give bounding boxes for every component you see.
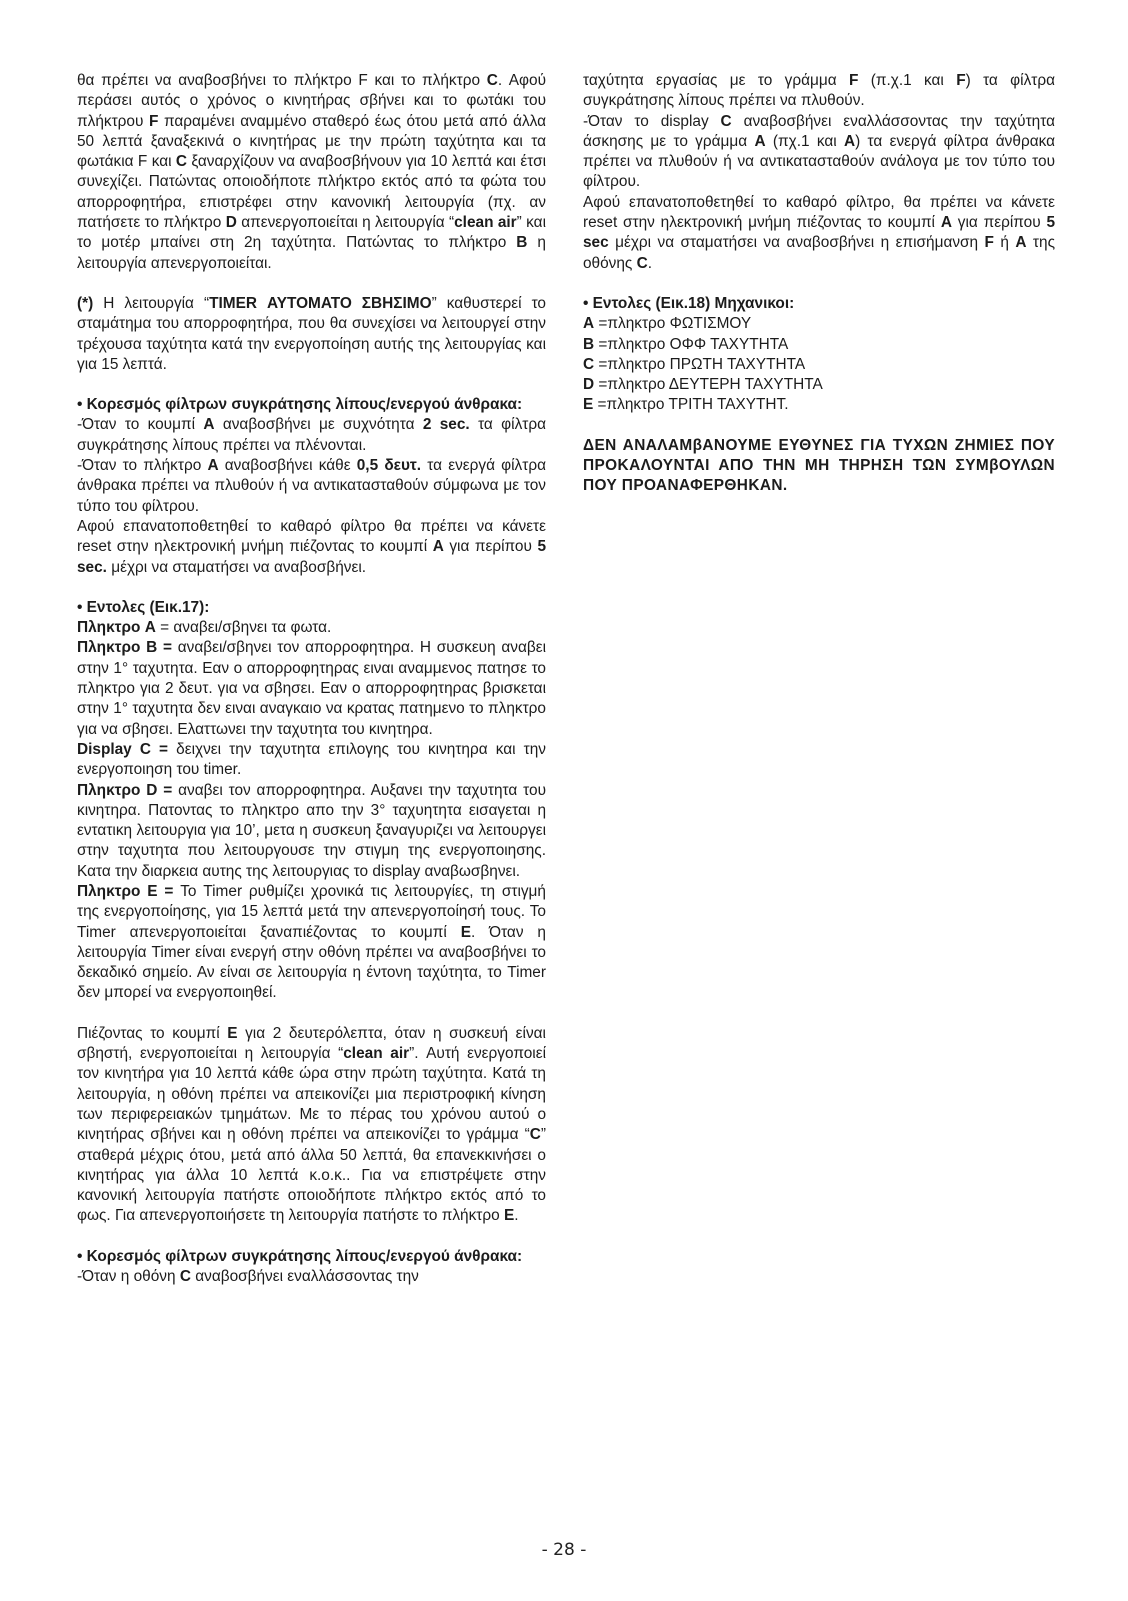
bold-run: C [179, 1268, 191, 1286]
key-list-item-e: E =πληκτρο ΤΡΙΤΗ ΤΑΧΥΤΗΤ. [583, 396, 789, 414]
heading-commands-fig18: • Εντολες (Εικ.18) Μηχανικοι: [583, 294, 795, 312]
bold-run: F [848, 72, 859, 89]
bold-run: clean air [343, 1045, 410, 1063]
bold-run: A [843, 132, 856, 150]
bold-run: C [720, 112, 732, 130]
heading-filter-saturation-2: • Κορεσμός φίλτρων συγκράτησης λίπους/ενεργού άνθρακα: [77, 1247, 523, 1265]
bold-run: F [984, 234, 994, 252]
bold-run: A [432, 538, 444, 556]
bold-run: A [1015, 234, 1027, 252]
bold-run: Πληκτρο D = [77, 781, 173, 799]
right-column [583, 71, 1055, 497]
bold-run: E [460, 923, 471, 941]
heading-filter-saturation: • Κορεσμός φίλτρων συγκράτησης λίπους/ενεργού άνθρακα: [77, 396, 523, 414]
bold-run: E [583, 396, 594, 414]
bold-run: E [227, 1024, 238, 1042]
bold-run: C [175, 153, 188, 171]
bold-run: 0,5 δευτ. [356, 457, 422, 475]
paragraph-f-c-blink: θα πρέπει να αναβοσβήνει το πλήκτρο F και το πλήκτρο C. Αφού περάσει αυτός ο χρόνος ο κινητήρας σβήνει και το φωτάκι του πλήκτρου F παραμένει αναμμένο σταθερό έως ότου μετά από άλλα 50 λεπτά ξαναξεκινά ο κινητήρας με την πρώτη ταχύτητα και τα φωτάκια F και C ξαναρχίζουν να αναβοσβήνουν για 10 λεπτά και έτσι συνεχίζει. Πατώντας οποιοδήποτε πλήκτρο εκτός από τα φώτα του απορροφητήρα, επιστρέφει στην κανονική λειτουργία (πχ. αν πατήσετε το πλήκτρο D απενεργοποιείται η λειτουργία “clean air” και το μοτέρ μπαίνει στη 2η ταχύτητα. Πατώντας το πλήκτρο B η λειτουργία απενεργοποιείται. [77, 72, 546, 272]
bold-run: Πληκτρο B = [77, 639, 173, 657]
paragraph-grease-filter: -Όταν το κουμπί A αναβοσβήνει με συχνότητα 2 sec. τα φίλτρα συγκράτησης λίπους πρέπει να πλένονται. [77, 416, 547, 454]
bold-run: B [583, 335, 595, 353]
paragraph-grease-filter-wash: ταχύτητα εργασίας με το γράμμα F (π.χ.1 και F) τα φίλτρα συγκράτησης λίπους πρέπει να πλυθούν. [583, 72, 1056, 110]
left-column [77, 71, 546, 1287]
bold-run: B [516, 234, 528, 252]
heading-commands-fig17: • Εντολες (Εικ.17): [77, 598, 210, 616]
bold-run: D [583, 376, 595, 394]
paragraph-clean-air: Πιέζοντας το κουμπί E για 2 δευτερόλεπτα, όταν η συσκευή είναι σβηστή, ενεργοποιείται η λειτουργία “clean air”. Αυτή ενεργοποιεί τον κινητήρα για 10 λεπτά κάθε ώρα στην πρώτη ταχύτητα. Κατά τη λειτουργία, η οθόνη πρέπει να απεικονίζει μια περιστροφική κίνηση των περιφερειακών τμημάτων. Με το πέρας του χρόνου αυτού ο κινητήρας σβήνει και η οθόνη πρέπει να απεικονίζει το γράμμα “C” σταθερά μέχρις ότου, μετά από άλλα 50 λεπτά, θα επανεκκινήσει ο κινητήρας για άλλα 10 λεπτά κ.ο.κ.. Για να επιστρέψετε στην κανονική λειτουργία πατήστε οποιοδήποτε πλήκτρο εκτός από το φως. Για απενεργοποιήσετε τη λειτουργία πατήστε το πλήκτρο E. [77, 1024, 546, 1225]
bold-run: F [956, 72, 966, 89]
bold-run: Πληκτρο E = [77, 882, 174, 900]
paragraph-key-d: Πληκτρο D = αναβει τον απορροφητηρα. Αυξανει την ταχυτητα του κινητηρα. Πατοντας το πληκτρο απο την 3° ταχυητητα εισαγεται η εντατικη λειτουργια για 10’, μετα η συσκευη ξαναγυριζει να λειτουργει στην ταχυτητα που λειτουργουσε την στιγμη της ενεργοποιησης. Κατα την διαρκεια αυτης της λειτουργιας το display αναβωσβηνει. [77, 781, 547, 880]
paragraph-key-b: Πληκτρο B = αναβει/σβηνει τον απορροφητηρα. Η συσκευη αναβει στην 1° ταχυτητα. Εαν ο απορροφητηρας ειναι αναμμενος πατησε το πληκτρο για 2 δευτ. για να σβησει. Εαν ο απορροφητηρας βρισκεται στην 1° ταχυτητα δεν ειναι αναγκαιο να κρατας πατημενο το πληκτρο για να σβησει. Ελαττωνει την ταχυτητα του κινητηρα. [77, 639, 547, 738]
bold-run: 2 sec. [422, 416, 470, 434]
bold-run: Πληκτρο A [77, 619, 156, 637]
bold-run: A [940, 214, 952, 232]
key-list-item-a: A =πληκτρο ΦΩΤΙΣΜΟΥ [583, 315, 752, 333]
bold-run: 5 sec [583, 214, 1055, 252]
paragraph-display-c-alternating: -Όταν η οθόνη C αναβοσβήνει εναλλάσσοντας την [77, 1268, 419, 1286]
liability-warning: ΔΕΝ ΑΝΑΛΑΜβΑΝΟΥΜΕ ΕΥΘΥΝΕΣ ΓΙΑ ΤΥΧΩΝ ΖΗΜΙΕΣ ΠΟΥ ΠΡΟΚΑΛΟΥΝΤΑΙ ΑΠΟ ΤΗΝ ΜΗ ΤΗΡΗΣΗ ΤΩΝ ΣΥΜβΟΥΛΩΝ ΠΟΥ ΠΡΟΑΝΑΦΕΡΘΗΚΑΝ. [583, 436, 1055, 495]
bold-run: F [148, 112, 159, 130]
bold-run: A [754, 132, 766, 150]
key-list-item-c: C =πληκτρο ΠΡΩΤΗ ΤΑΧΥΤΗΤΑ [583, 355, 806, 373]
paragraph-carbon-filter-replace: -Όταν το display C αναβοσβήνει εναλλάσσοντας την ταχύτητα άσκησης με το γράμμα A (πχ.1 και A) τα ενεργά φίλτρα άνθρακα πρέπει να πλυθούν ή να αντικατασταθούν ανάλογα με τον τύπο του φίλτρου. [583, 112, 1056, 191]
bold-run: 5 sec. [77, 538, 546, 576]
paragraph-key-e: Πληκτρο E = Το Timer ρυθμίζει χρονικά τις λειτουργίες, τη στιγμή της ενεργοποίησης, για 15 λεπτά μετά την απενεργοποίησή τους. Το Timer απενεργοποιείται ξαναπιέζοντας το κουμπί E. Όταν η λειτουργία Timer είναι ενεργή στην οθόνη πρέπει να αναβοσβήνει το δεκαδικό σημείο. Αν είναι σε λειτουργία η έντονη ταχύτητα, το Timer δεν μπορεί να ενεργοποιηθεί. [77, 882, 546, 1002]
paragraph-carbon-filter: -Όταν το πλήκτρο A αναβοσβήνει κάθε 0,5 δευτ. τα ενεργά φίλτρα άνθρακα πρέπει να πλυθούν ή να αντικατασταθούν σύμφωνα με τον τύπο του φίλτρου. [77, 457, 546, 515]
bold-run: clean air [454, 214, 517, 232]
bold-run: TIMER ΑΥΤΟΜΑΤΟ ΣΒΗΣΙΜΟ [209, 294, 432, 312]
page-number: - 28 - [541, 1540, 587, 1560]
paragraph-timer-auto-off: (*) Η λειτουργία “TIMER ΑΥΤΟΜΑΤΟ ΣΒΗΣΙΜΟ” καθυστερεί το σταμάτημα του απορροφητήρα, που θα συνεχίσει να λειτουργεί στην τρέχουσα ταχύτητα κατά την ενεργοποίηση αυτής της λειτουργίας και για 15 λεπτά. [77, 294, 546, 373]
bold-run: C [486, 72, 498, 89]
paragraph-reset-memory: Αφού επανατοποθετηθεί το καθαρό φίλτρο, θα πρέπει να κάνετε reset στην ηλεκτρονική μνήμη πιέζοντας το κουμπί A για περίπου 5 sec μέχρι να σταματήσει να αναβοσβήνει η επισήμανση F ή A της οθόνης C. [583, 193, 1055, 272]
bold-run: A [583, 315, 595, 333]
bold-run: C [636, 254, 648, 272]
key-list-item-d: D =πληκτρο ΔΕΥΤΕΡΗ ΤΑΧΥΤΗΤΑ [583, 376, 823, 394]
bold-run: C [529, 1126, 541, 1144]
bold-run: D [225, 214, 237, 232]
paragraph-reset: Αφού επανατοποθετηθεί το καθαρό φίλτρο θα πρέπει να κάνετε reset στην ηλεκτρονική μνήμη πιέζοντας το κουμπί A για περίπου 5 sec. μέχρι να σταματήσει να αναβοσβήνει. [77, 517, 546, 576]
bold-run: E [503, 1207, 515, 1225]
bold-run: Display C = [77, 740, 169, 758]
key-list-item-b: B =πληκτρο ΟΦΦ ΤΑΧΥΤΗΤΑ [583, 335, 789, 353]
bold-run: (*) [77, 294, 94, 312]
paragraph-display-c: Display C = δειχνει την ταχυτητα επιλογης του κινητηρα και την ενεργοποιηση του timer. [77, 740, 546, 779]
bold-run: A [207, 457, 219, 475]
paragraph-key-a: Πληκτρο A = αναβει/σβηνει τα φωτα. [77, 619, 332, 637]
key-list [583, 314, 1055, 415]
bold-run: A [203, 416, 215, 434]
bold-run: C [583, 355, 595, 373]
